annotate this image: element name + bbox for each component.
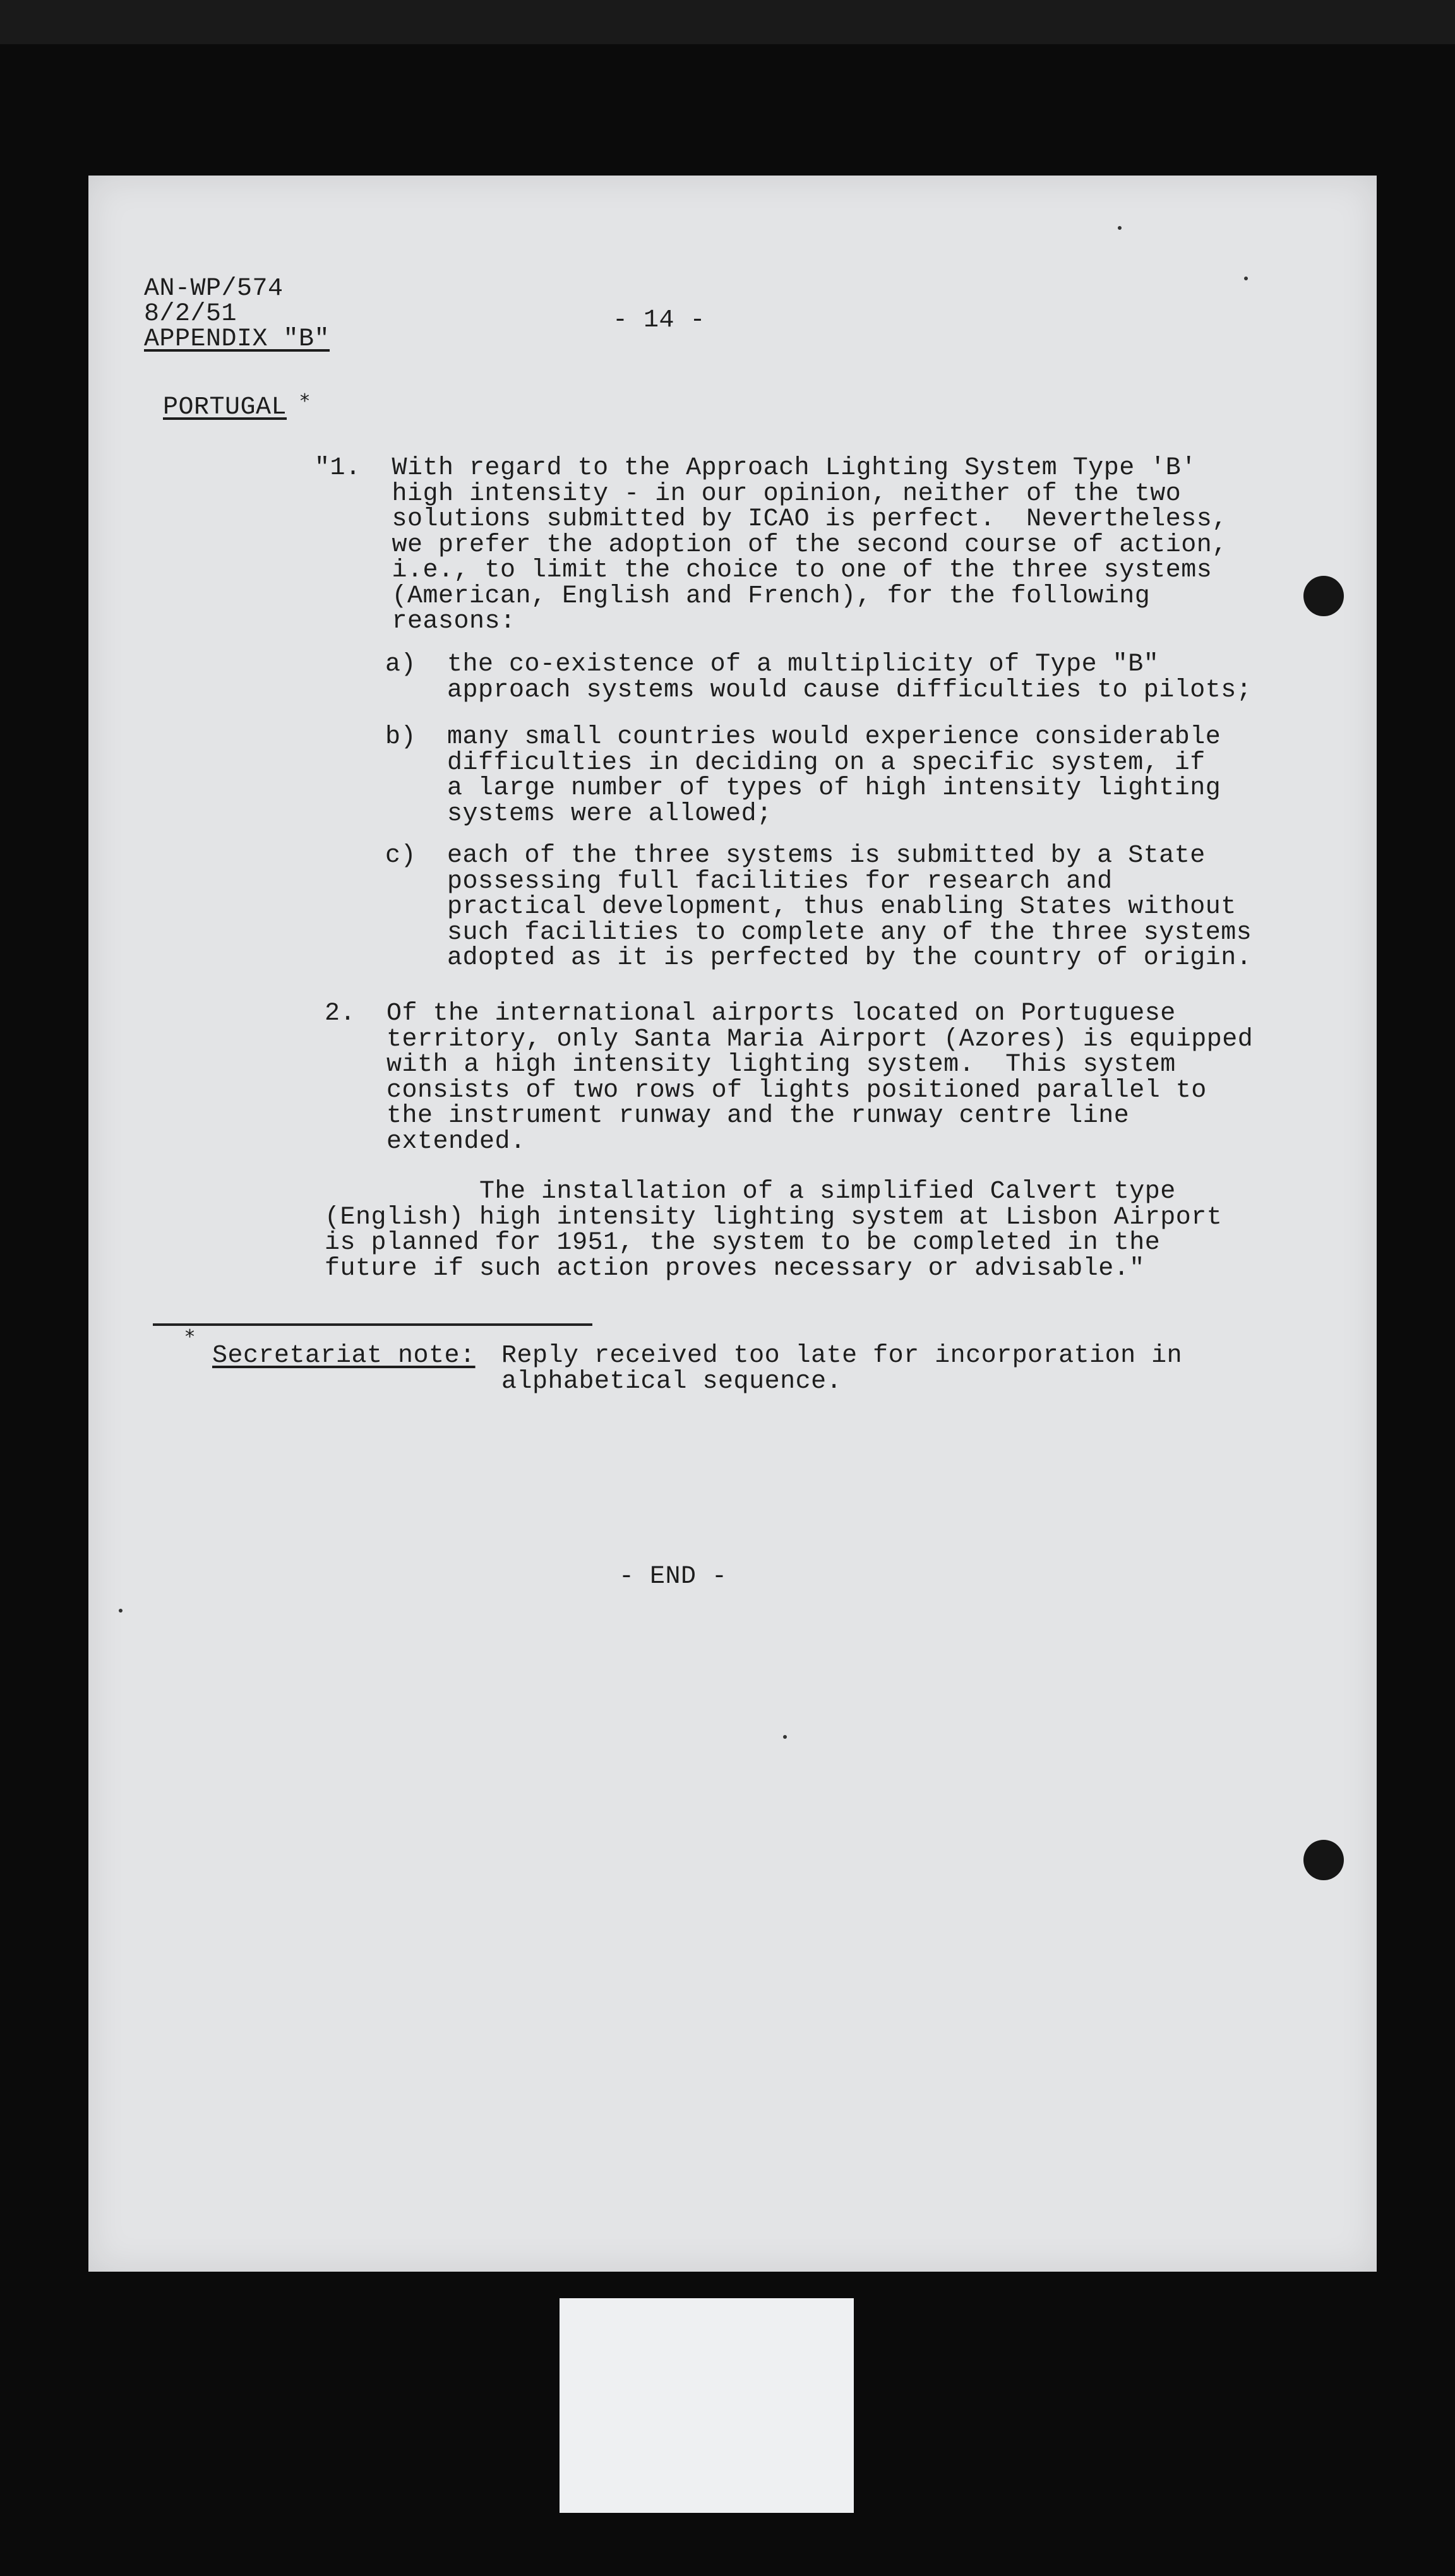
text-line: is planned for 1951, the system to be completed in the (325, 1229, 1161, 1257)
text-line: a large number of types of high intensity lighting (385, 774, 1221, 802)
paragraph-2 (325, 1001, 1253, 1155)
text-line: a) the co-existence of a multiplicity of Type "B" (385, 650, 1159, 679)
film-label-card (560, 2298, 854, 2513)
text-line: (English) high intensity lighting system at Lisbon Airport (325, 1203, 1223, 1232)
text-line: 2. Of the international airports located on Portuguese (325, 999, 1176, 1028)
scan-speck (1244, 277, 1248, 280)
punch-hole (1303, 576, 1344, 616)
text-line: b) many small countries would experience considerable (385, 723, 1221, 751)
text-line: possessing full facilities for research and (385, 867, 1113, 896)
text-line: the instrument runway and the runway centre line (325, 1102, 1130, 1130)
text-line: solutions submitted by ICAO is perfect. Nevertheless, (314, 505, 1228, 534)
footnote-star-icon: * (185, 1326, 195, 1348)
text-line: c) each of the three systems is submitted by a State (385, 842, 1206, 870)
footnote-divider (153, 1323, 592, 1326)
text-line: adopted as it is perfected by the country of origin. (385, 944, 1252, 972)
doc-number: AN-WP/574 (144, 275, 284, 303)
doc-date: 8/2/51 (144, 300, 237, 328)
text-line: i.e., to limit the choice to one of the three systems (314, 556, 1212, 585)
page-number: - 14 - (613, 306, 706, 335)
scan-speck (119, 1609, 123, 1613)
text-line: reasons: (314, 607, 516, 636)
paragraph-3 (325, 1179, 1222, 1282)
end-marker: - END - (619, 1563, 728, 1591)
text-line: we prefer the adoption of the second course of action, (314, 530, 1228, 559)
text-line: (American, English and French), for the following (314, 581, 1151, 611)
text-line: Reply received too late for incorporation in (501, 1342, 1183, 1370)
section-title: PORTUGAL (163, 393, 287, 422)
text-line: systems were allowed; (385, 799, 772, 828)
document-page (88, 176, 1377, 2272)
text-line: territory, only Santa Maria Airport (Azores) is equipped (325, 1025, 1254, 1054)
footnote-label: Secretariat note: (212, 1342, 476, 1370)
text-line: such facilities to complete any of the three systems (385, 918, 1252, 947)
text-line: extended. (325, 1127, 526, 1156)
text-line: high intensity - in our opinion, neither of the two (314, 479, 1182, 508)
text-line: alphabetical sequence. (501, 1367, 842, 1396)
appendix-label: APPENDIX "B" (144, 325, 330, 354)
paragraph-1 (314, 456, 1228, 635)
footnote-star-icon: * (300, 390, 309, 412)
punch-hole (1303, 1840, 1344, 1880)
list-item-c (385, 844, 1252, 972)
text-line: The installation of a simplified Calvert type (325, 1178, 1176, 1206)
scan-speck (783, 1735, 787, 1739)
list-item-a (385, 652, 1252, 703)
text-line: with a high intensity lighting system. This system (325, 1051, 1176, 1079)
text-line: difficulties in deciding on a specific system, if (385, 748, 1206, 777)
text-line: practical development, thus enabling States without (385, 893, 1236, 921)
text-line: approach systems would cause difficulties to pilots; (385, 676, 1252, 705)
footnote-text (501, 1344, 1182, 1395)
film-edge (0, 0, 1455, 44)
list-item-b (385, 725, 1221, 827)
text-line: consists of two rows of lights positioned parallel to (325, 1076, 1207, 1105)
text-line: future if such action proves necessary or advisable." (325, 1254, 1145, 1283)
text-line: "1. With regard to the Approach Lighting System Type 'B' (314, 454, 1197, 482)
scan-speck (1118, 226, 1122, 230)
